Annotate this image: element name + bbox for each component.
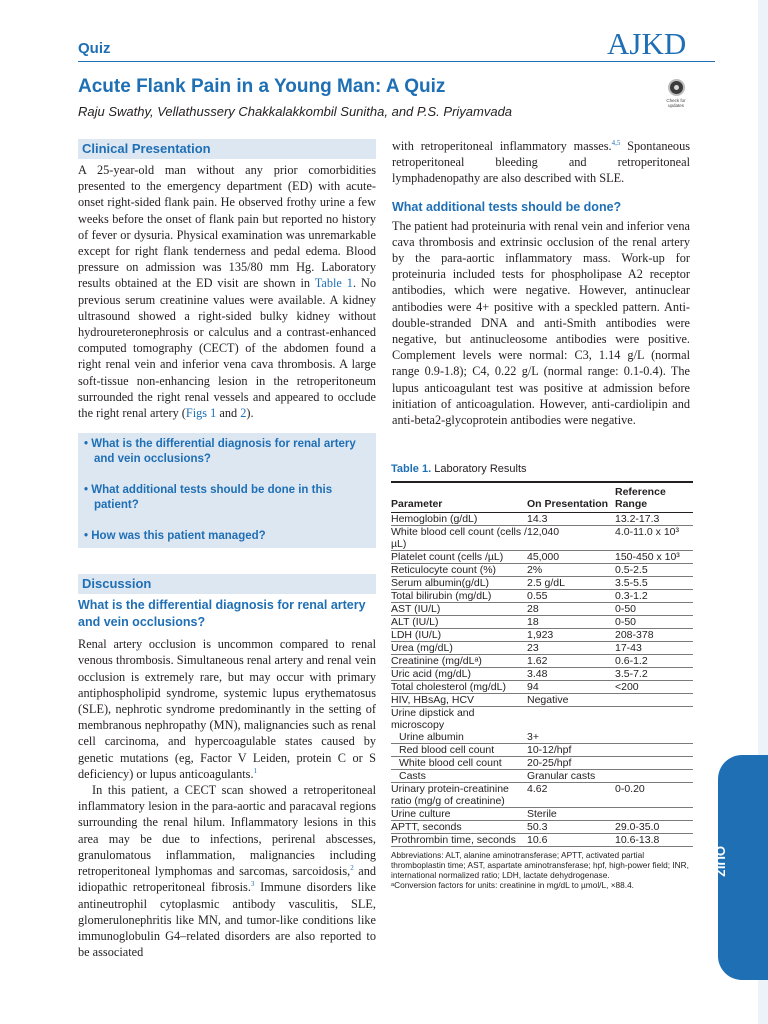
question-text: How was this patient managed? xyxy=(91,530,266,543)
table-row xyxy=(391,770,693,783)
table-cell: 4.62 xyxy=(527,783,615,808)
table-cell: 0-50 xyxy=(615,616,693,629)
table-cell xyxy=(615,694,693,707)
journal-logo: AJKD xyxy=(607,26,687,61)
table-cell: <200 xyxy=(615,681,693,694)
table-cell: Red blood cell count xyxy=(391,744,527,757)
table-cell: Serum albumin(g/dL) xyxy=(391,577,527,590)
table-body xyxy=(391,513,693,847)
table-row xyxy=(391,564,693,577)
table-cell: Sterile xyxy=(527,808,615,821)
table-row xyxy=(391,616,693,629)
text-run: . No previous serum creatinine values were available. A kidney ultrasound showed a right-sided bulky kidney without hydroureteronephrosis or calculus and a contrast-enhanced computed tomography (CECT) of the abdomen found a right renal vein and inferior vena cava thrombosis. A large soft-tissue non-enhancing lesion in the retroperitoneum surrounded the right renal vessels and appeared to occlude the right renal artery ( xyxy=(78,276,376,421)
table-cell: Urine dipstick and microscopy xyxy=(391,707,475,731)
table-cell: 17-43 xyxy=(615,642,693,655)
header-rule xyxy=(78,61,715,62)
text-run: and xyxy=(216,406,241,421)
table-cell: Uric acid (mg/dL) xyxy=(391,668,527,681)
table-cell: 1,923 xyxy=(527,629,615,642)
reference-3[interactable]: 3 xyxy=(250,880,255,889)
discussion-paragraph-2 xyxy=(78,782,376,960)
table-row xyxy=(391,577,693,590)
discussion-paragraph-1 xyxy=(78,636,376,782)
table-row xyxy=(391,603,693,616)
table-cell: Reticulocyte count (%) xyxy=(391,564,527,577)
table-cell xyxy=(615,808,693,821)
table-footnote-abbreviations: Abbreviations: ALT, alanine aminotransferase; APTT, activated partial thromboplastin time; AST, aspartate aminotransferase; hpf, high-power field; INR, international normalized ratio; LDH, lactate dehydrogenase. xyxy=(391,850,689,880)
question-item: • How was this patient managed? xyxy=(84,530,266,543)
table-cell: 10-12/hpf xyxy=(527,744,615,757)
differential-subheading: What is the differential diagnosis for renal artery and vein occlusions? xyxy=(78,598,366,630)
table-row xyxy=(391,513,693,526)
table-cell: 3+ xyxy=(527,731,615,744)
table-1-link[interactable]: Table 1 xyxy=(314,276,353,291)
continued-paragraph xyxy=(392,138,690,187)
table-cell: White blood cell count (cells /µL) xyxy=(391,526,527,550)
text-run: ). xyxy=(246,406,254,421)
table-row xyxy=(391,821,693,834)
table-cell: Casts xyxy=(391,770,527,783)
additional-tests-paragraph: The patient had proteinuria with renal vein and inferior vena cava thrombosis and extrinsic occlusion of the renal artery by the para-aortic inflammatory mass. Work-up for proteinuria included tests for phospholipase A2 receptor antibodies, which were negative. However, antinuclear antibodies were 4+ positive with a speckled pattern. Anti-double-stranded DNA and anti-Smith antibodies were negative, but antinucleosome antibodies were positive. Complement levels were normal: C3, 1.14 g/L (normal range 0.9-1.8); C4, 0.22 g/L (normal range: 0.1-0.4). The lupus anticoagulant test was positive at admission before initiation of anticoagulation. However, anti-cardiolipin and anti-beta2-glycoprotein antibodies were negative. xyxy=(392,218,690,428)
table-cell: 0.6-1.2 xyxy=(615,655,693,668)
left-column xyxy=(78,139,376,960)
section-label: Quiz xyxy=(78,40,111,57)
column-header: Parameter xyxy=(391,482,527,513)
table-cell: Negative xyxy=(527,694,615,707)
table-cell: Urine albumin xyxy=(391,731,527,744)
table-cell: 2.5 g/dL xyxy=(527,577,615,590)
table-cell xyxy=(527,707,615,732)
table-cell: LDH (IU/L) xyxy=(391,629,527,642)
table-row xyxy=(391,731,693,744)
table-cell: 13.2-17.3 xyxy=(615,513,693,526)
reference-4-5[interactable]: 4,5 xyxy=(611,138,621,147)
table-cell: Urea (mg/dL) xyxy=(391,642,527,655)
table-cell: Total bilirubin (mg/dL) xyxy=(391,590,527,603)
table-row xyxy=(391,590,693,603)
fig-2-link[interactable]: 2 xyxy=(240,406,247,421)
table-cell: 2% xyxy=(527,564,615,577)
table-row xyxy=(391,808,693,821)
table-cell: 94 xyxy=(527,681,615,694)
additional-tests-subheading: What additional tests should be done? xyxy=(392,199,622,214)
question-text: What additional tests should be done in this patient? xyxy=(91,484,333,512)
discussion-heading: Discussion xyxy=(78,574,376,594)
text-run: Spontaneous retroperitoneal bleeding and retroperitoneal lymphadenopathy are also described with SLE. xyxy=(392,139,691,186)
table-label: Table 1. xyxy=(391,463,432,475)
table-cell: 28 xyxy=(527,603,615,616)
table-cell: Hemoglobin (g/dL) xyxy=(391,513,527,526)
table-cell: 18 xyxy=(527,616,615,629)
table-cell: 3.5-7.2 xyxy=(615,668,693,681)
table-cell: Granular casts xyxy=(527,770,615,783)
table-row xyxy=(391,744,693,757)
reference-2[interactable]: 2 xyxy=(350,864,354,872)
table-cell: 1.62 xyxy=(527,655,615,668)
table-cell: Urine culture xyxy=(391,808,527,821)
column-header: Reference Range xyxy=(615,482,693,513)
text-run: In this patient, a CECT scan showed a retroperitoneal inflammatory lesion in the para-aortic and paracaval regions surrounding the renal hilum. Inflammatory lesions in this area may be due to infections, perirenal abscesses, granulomatous inflammation, malignancies including retroperitoneal lymphomas and sarcomas, sarcoidosis, xyxy=(78,783,376,879)
table-cell: ALT (IU/L) xyxy=(391,616,527,629)
table-row xyxy=(391,694,693,707)
table-row xyxy=(391,655,693,668)
table-cell: 4.0-11.0 x 10³ xyxy=(615,526,693,551)
text-run: Immune disorders like antineutrophil cytoplasmic antibody vasculitis, SLE, glomerulonephritis like MN, and tumor-like conditions like immunoglobulin G4–related disorders are also reported to be associated xyxy=(78,880,376,960)
text-run: with retroperitoneal inflammatory masses. xyxy=(392,139,612,153)
text-run: Renal artery occlusion is uncommon compared to renal venous thrombosis. Simultaneous renal artery and renal vein occlusion is extremely rare, but may occur with primary antiphospholipid syndrome, systemic lupus erythematosus (SLE), nephrotic syndrome predominantly in the setting of membranous nephropathy (MN), malignancies such as renal cell carcinoma, and hypercoagulable states caused by genetic mutations (eg, Factor V Leiden, protein C or S deficiency) or lupus anticoagulants. xyxy=(78,637,376,781)
table-cell: 208-378 xyxy=(615,629,693,642)
table-cell: 150-450 x 10³ xyxy=(615,551,693,564)
table-cell: 0.55 xyxy=(527,590,615,603)
check-for-updates-badge[interactable] xyxy=(663,79,689,108)
table-cell: APTT, seconds xyxy=(391,821,527,834)
table-cell: 0.3-1.2 xyxy=(615,590,693,603)
table-row xyxy=(391,681,693,694)
table-row xyxy=(391,526,693,551)
table-cell xyxy=(615,744,693,757)
table-row xyxy=(391,757,693,770)
lab-results-table-container xyxy=(391,463,693,890)
column-header: On Presentation xyxy=(527,482,615,513)
table-cell: 14.3 xyxy=(527,513,615,526)
question-box xyxy=(78,433,376,548)
table-caption xyxy=(391,463,693,475)
badge-text: Check for updates xyxy=(666,98,686,108)
text-run: and idiopathic retroperitoneal fibrosis. xyxy=(78,864,376,895)
table-row xyxy=(391,707,693,732)
table-cell: Total cholesterol (mg/dL) xyxy=(391,681,527,694)
table-cell: HIV, HBsAg, HCV xyxy=(391,694,527,707)
table-row xyxy=(391,834,693,847)
table-row xyxy=(391,642,693,655)
text-run: A 25-year-old man without any prior comorbidities presented to the emergency department (ED) with acute-onset right-sided flank pain. He observed frothy urine a few weeks before the onset of flank pain but reported no history of fever or dysuria. Physical examination was unremarkable except for right flank tenderness and pedal edema. Blood pressure on admission was 135/80 mm Hg. Laboratory results obtained at the ED visit are shown in xyxy=(78,163,376,291)
table-row xyxy=(391,629,693,642)
table-cell: 0-0.20 xyxy=(615,783,693,808)
table-cell: 12,040 xyxy=(527,526,615,551)
table-cell: 23 xyxy=(527,642,615,655)
table-cell: 50.3 xyxy=(527,821,615,834)
table-cell: 29.0-35.0 xyxy=(615,821,693,834)
reference-1[interactable]: 1 xyxy=(253,766,258,775)
table-cell: 0-50 xyxy=(615,603,693,616)
table-cell: 45,000 xyxy=(527,551,615,564)
table-row xyxy=(391,783,693,808)
article-title: Acute Flank Pain in a Young Man: A Quiz xyxy=(78,76,446,97)
table-cell: Platelet count (cells /µL) xyxy=(391,551,527,564)
table-cell: 3.5-5.5 xyxy=(615,577,693,590)
table-header-row xyxy=(391,482,693,513)
table-footnote-conversion: ᵃConversion factors for units: creatinine in mg/dL to µmol/L, ×88.4. xyxy=(391,880,634,890)
question-item: • What additional tests should be done in this patient? xyxy=(84,484,333,512)
table-cell: 20-25/hpf xyxy=(527,757,615,770)
table-cell xyxy=(615,731,693,744)
clinical-presentation-heading: Clinical Presentation xyxy=(78,139,376,159)
table-row xyxy=(391,551,693,564)
table-cell xyxy=(615,707,693,732)
table-cell: Prothrombin time, seconds xyxy=(391,834,527,847)
question-item: • What is the differential diagnosis for renal artery and vein occlusions? xyxy=(84,438,356,466)
table-cell xyxy=(615,770,693,783)
table-cell: 3.48 xyxy=(527,668,615,681)
table-cell: AST (IU/L) xyxy=(391,603,527,616)
right-column xyxy=(392,138,690,428)
table-row xyxy=(391,668,693,681)
lab-results-table xyxy=(391,481,693,847)
table-cell: Creatinine (mg/dLᵃ) xyxy=(391,655,527,668)
table-cell: 10.6-13.8 xyxy=(615,834,693,847)
check-updates-icon xyxy=(668,79,685,96)
table-cell: 10.6 xyxy=(527,834,615,847)
table-cell: Urinary protein-creatinine ratio (mg/g of creatinine) xyxy=(391,783,527,808)
table-cell: White blood cell count xyxy=(391,757,527,770)
table-caption-text: Laboratory Results xyxy=(434,463,527,475)
table-cell xyxy=(615,757,693,770)
table-cell: 0.5-2.5 xyxy=(615,564,693,577)
clinical-paragraph xyxy=(78,162,376,421)
question-text: What is the differential diagnosis for renal artery and vein occlusions? xyxy=(91,438,356,466)
figs-1-link[interactable]: Figs 1 xyxy=(185,406,217,421)
article-authors: Raju Swathy, Vellathussery Chakkalakkombil Sunitha, and P.S. Priyamvada xyxy=(78,104,513,119)
quiz-side-tab-label: QUIZ xyxy=(713,846,728,878)
